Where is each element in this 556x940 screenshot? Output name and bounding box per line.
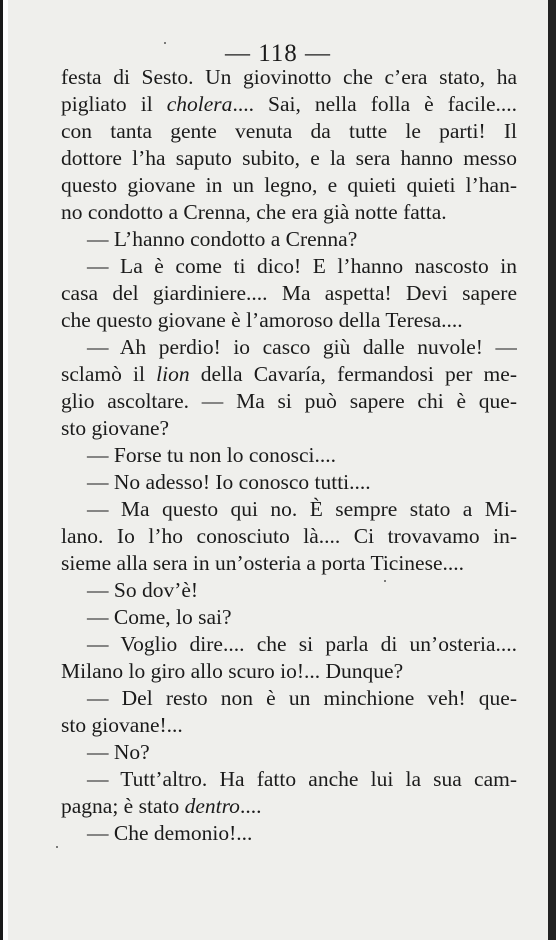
text-line: — Ah perdio! io casco giù dalle nuvole! — (87, 335, 517, 359)
text-run: pagna; è stato (61, 794, 185, 818)
italic-word: cholera (166, 92, 233, 116)
text-line: no condotto a Crenna, che era già notte fatta. (61, 200, 447, 224)
text-run: .... Sai, nella folla è facile.... (232, 92, 517, 116)
text-line: glio ascoltare. — Ma si può sapere chi è que- (61, 389, 517, 413)
text-line: — So dov’è! (87, 578, 199, 602)
text-line: — Tutt’altro. Ha fatto anche lui la sua cam- (87, 767, 517, 791)
page-gutter-shadow (0, 0, 3, 940)
text-run: .... (239, 794, 262, 818)
text-line: con tanta gente venuta da tutte le parti! Il (61, 119, 517, 143)
text-line: — No? (87, 740, 150, 764)
book-edge-shadow (548, 0, 556, 940)
text-line: casa del giardiniere.... Ma aspetta! Devi sapere (61, 281, 517, 305)
text-line: sto giovane!... (61, 713, 183, 737)
print-speck (164, 42, 166, 44)
text-line: questo giovane in un legno, e quieti quieti l’han- (61, 173, 517, 197)
text-line: — La è come ti dico! E l’hanno nascosto in (87, 254, 517, 278)
text-run: sclamò il (61, 362, 157, 386)
text-line: — Voglio dire.... che si parla di un’osteria.... (87, 632, 517, 656)
text-line: — Ma questo qui no. È sempre stato a Mi- (87, 497, 517, 521)
text-line: sto giovane? (61, 416, 170, 440)
text-line: che questo giovane è l’amoroso della Teresa.... (61, 308, 463, 332)
print-speck (384, 580, 386, 582)
page-text (61, 64, 517, 847)
page-number: — 118 — (224, 40, 332, 67)
text-line: dottore l’ha saputo subito, e la sera hanno messo (61, 146, 517, 170)
text-line: Milano lo giro allo scuro io!... Dunque? (61, 659, 404, 683)
text-run: della Cavaría, fermandosi per me- (189, 362, 517, 386)
text-line: — Forse tu non lo conosci.... (87, 443, 337, 467)
text-line: — Del resto non è un minchione veh! que- (87, 686, 517, 710)
text-line: — L’hanno condotto a Crenna? (87, 227, 358, 251)
text-line: — Che demonio!... (87, 821, 253, 845)
text-run: pigliato il (61, 92, 167, 116)
italic-word: dentro (184, 794, 240, 818)
text-line: sieme alla sera in un’osteria a porta Ticinese.... (61, 551, 465, 575)
text-line (61, 793, 517, 820)
text-line: festa di Sesto. Un giovinotto che c’era stato, ha (61, 65, 517, 89)
text-line: — Come, lo sai? (87, 605, 232, 629)
text-line (61, 91, 517, 118)
book-page (8, 0, 548, 940)
text-line: — No adesso! Io conosco tutti.... (87, 470, 371, 494)
print-speck (56, 846, 58, 848)
italic-word: lion (156, 362, 190, 386)
text-line: lano. Io l’ho conosciuto là.... Ci trovavamo in- (61, 524, 517, 548)
text-line (61, 361, 517, 388)
